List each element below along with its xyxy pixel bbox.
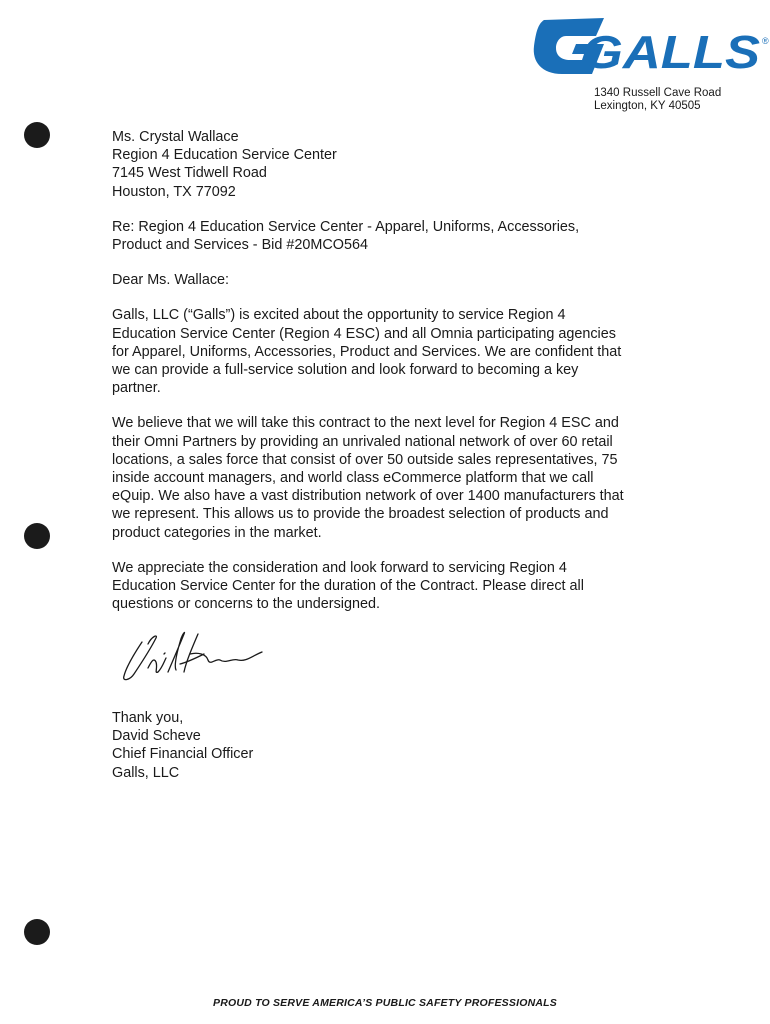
valediction: Thank you, bbox=[112, 710, 184, 726]
paragraph-line: We appreciate the consideration and look forward to servicing Region 4 bbox=[112, 559, 567, 576]
paragraph-line: We believe that we will take this contract to the next level for Region 4 ESC and bbox=[112, 415, 619, 432]
paragraph-line: product categories in the market. bbox=[112, 524, 322, 541]
paragraph-line: Education Service Center for the duration of the Contract. Please direct all bbox=[112, 578, 584, 595]
footer-tagline: PROUD TO SERVE AMERICA’S PUBLIC SAFETY PROFESSIONALS bbox=[213, 997, 557, 1009]
punch-hole bbox=[24, 122, 50, 148]
paragraph-line: we can provide a full-service solution and look forward to becoming a key bbox=[112, 362, 579, 379]
paragraph-line: Education Service Center (Region 4 ESC) and all Omnia participating agencies bbox=[112, 325, 616, 342]
recipient-block bbox=[112, 128, 687, 201]
subject-line-1: Re: Region 4 Education Service Center - Apparel, Uniforms, Accessories, bbox=[112, 218, 580, 235]
paragraph-line: their Omni Partners by providing an unrivaled national network of over 60 retail bbox=[112, 433, 613, 450]
closing-block bbox=[112, 709, 253, 782]
signer-company: Galls, LLC bbox=[112, 764, 180, 781]
paragraph-line: eQuip. We also have a vast distribution network of over 1400 manufacturers that bbox=[112, 488, 624, 505]
logo-wordmark: GALLS bbox=[582, 26, 761, 78]
salutation: Dear Ms. Wallace: bbox=[112, 272, 230, 289]
paragraph-line: for Apparel, Uniforms, Accessories, Product and Services. We are confident that bbox=[112, 343, 622, 360]
punch-hole bbox=[24, 919, 50, 945]
paragraph-line: inside account managers, and world class eCommerce platform that we call bbox=[112, 470, 594, 487]
punch-hole bbox=[24, 523, 50, 549]
recipient-city: Houston, TX 77092 bbox=[112, 183, 236, 200]
subject-line-2: Product and Services - Bid #20MCO564 bbox=[112, 237, 368, 254]
address-city: Lexington, KY 40505 bbox=[594, 100, 701, 112]
paragraph-line: questions or concerns to the undersigned. bbox=[112, 596, 380, 613]
subject-line bbox=[112, 218, 687, 254]
paragraph-line: we represent. This allows us to provide the broadest selection of products and bbox=[112, 506, 609, 523]
letter-body bbox=[112, 128, 687, 630]
paragraph-line: locations, a sales force that consist of over 50 outside sales representatives, 75 bbox=[112, 451, 618, 468]
registered-mark: ® bbox=[762, 36, 769, 46]
paragraph-capabilities bbox=[112, 414, 687, 541]
recipient-organization: Region 4 Education Service Center bbox=[112, 147, 337, 164]
paragraph-closing bbox=[112, 559, 687, 614]
recipient-name: Ms. Crystal Wallace bbox=[112, 129, 239, 145]
handwritten-signature bbox=[112, 624, 277, 694]
galls-logo bbox=[526, 14, 770, 84]
signer-title: Chief Financial Officer bbox=[112, 746, 254, 763]
recipient-street: 7145 West Tidwell Road bbox=[112, 165, 267, 182]
paragraph-line: partner. bbox=[112, 380, 161, 397]
paragraph-intro bbox=[112, 306, 687, 397]
address-street: 1340 Russell Cave Road bbox=[594, 87, 722, 99]
letterhead-address bbox=[594, 87, 721, 113]
paragraph-line: Galls, LLC (“Galls”) is excited about the opportunity to service Region 4 bbox=[112, 307, 566, 324]
signer-name: David Scheve bbox=[112, 728, 201, 745]
